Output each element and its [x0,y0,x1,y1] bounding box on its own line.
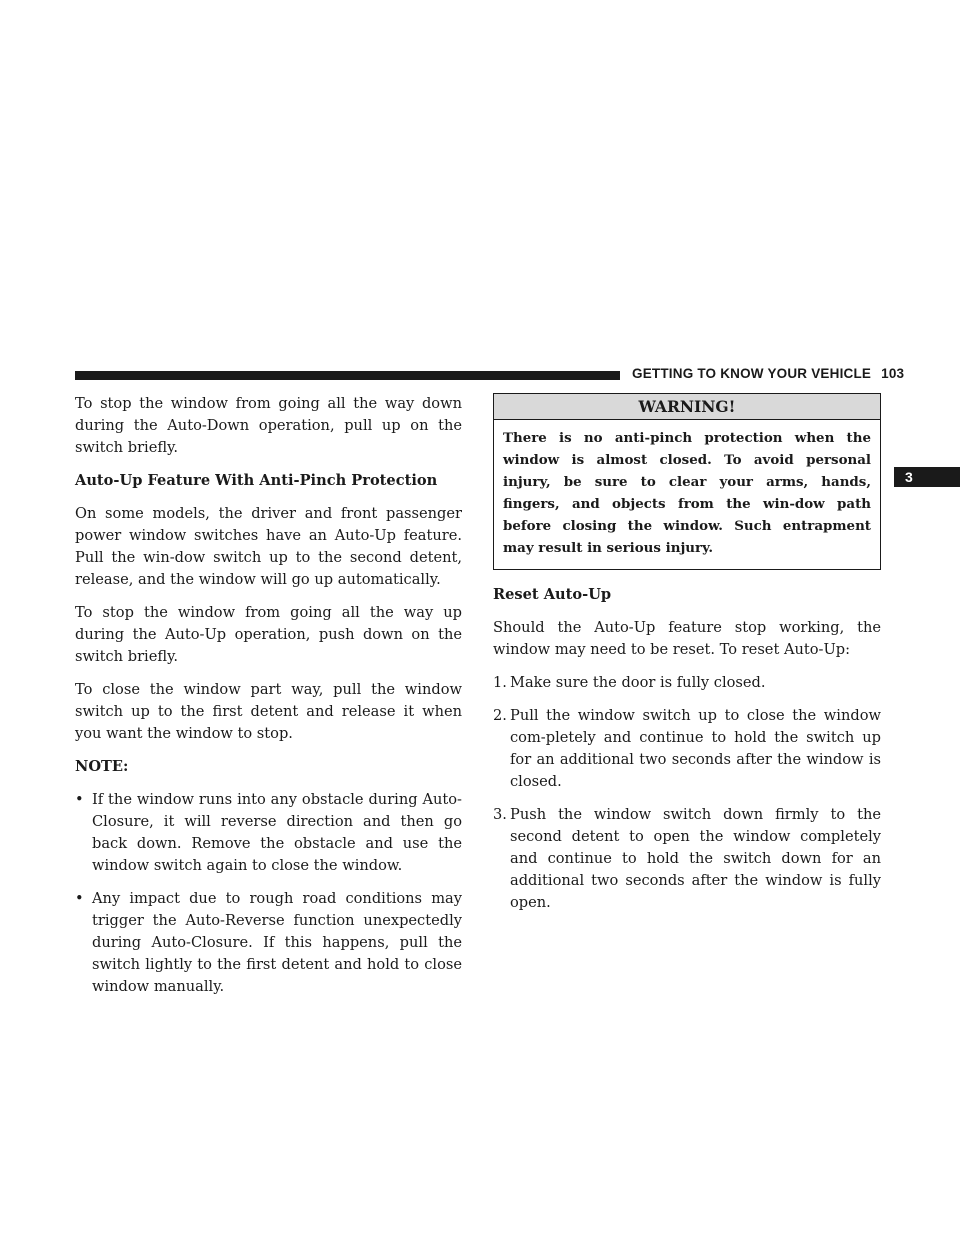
bullet-text: Any impact due to rough road conditions may trigger the Auto-Reverse function unexpectedly during Auto-Closure. If this happens, pull the switch lightly to the first detent and hold to close window manually. [92,890,462,995]
step-text: Pull the window switch up to close the window com-pletely and continue to hold the switch up for an additional two seconds after the window is closed. [510,707,881,790]
left-column [75,393,462,1009]
warning-box [493,393,881,570]
note-label: NOTE: [75,758,129,775]
bullet-icon: • [75,890,84,907]
bullet-item [75,888,462,998]
bullet-text: If the window runs into any obstacle during Auto-Closure, it will reverse direction and then go back down. Remove the obstacle and use the window switch again to close the window. [92,791,462,874]
paragraph: On some models, the driver and front passenger power window switches have an Auto-Up feature. Pull the win-dow switch up to the second detent, release, and the window will go up automatically. [75,505,462,588]
step-number: 2. [493,707,507,724]
paragraph: Should the Auto-Up feature stop working, the window may need to be reset. To reset Auto-Up: [493,619,881,658]
bullet-icon: • [75,791,84,808]
warning-title: WARNING! [494,394,880,420]
step-text: Make sure the door is fully closed. [510,674,766,691]
step-number: 3. [493,806,507,823]
section-heading: Reset Auto-Up [493,586,612,603]
step-text: Push the window switch down firmly to the second detent to open the window completely and continue to hold the switch down for an additional two seconds after the window is fully open. [510,806,881,911]
right-column [493,393,881,925]
section-title: GETTING TO KNOW YOUR VEHICLE [632,366,872,381]
step-item [493,705,881,793]
step-item [493,672,881,694]
step-item [493,804,881,914]
chapter-tab: 3 [894,467,960,487]
running-header [632,366,904,381]
paragraph: To stop the window from going all the way down during the Auto-Down operation, pull up on the switch briefly. [75,395,462,456]
warning-text: There is no anti-pinch protection when the window is almost closed. To avoid personal injury, be sure to clear your arms, hands, fingers, and objects from the win-dow path before closing the window. Such entrapment may result in serious injury. [503,430,871,556]
section-heading: Auto-Up Feature With Anti-Pinch Protection [75,472,438,489]
bullet-item [75,789,462,877]
page-number: 103 [881,366,905,381]
paragraph: To stop the window from going all the way up during the Auto-Up operation, push down on the switch briefly. [75,604,462,665]
step-number: 1. [493,674,507,691]
header-rule [75,371,620,380]
paragraph: To close the window part way, pull the window switch up to the first detent and release it when you want the window to stop. [75,681,462,742]
